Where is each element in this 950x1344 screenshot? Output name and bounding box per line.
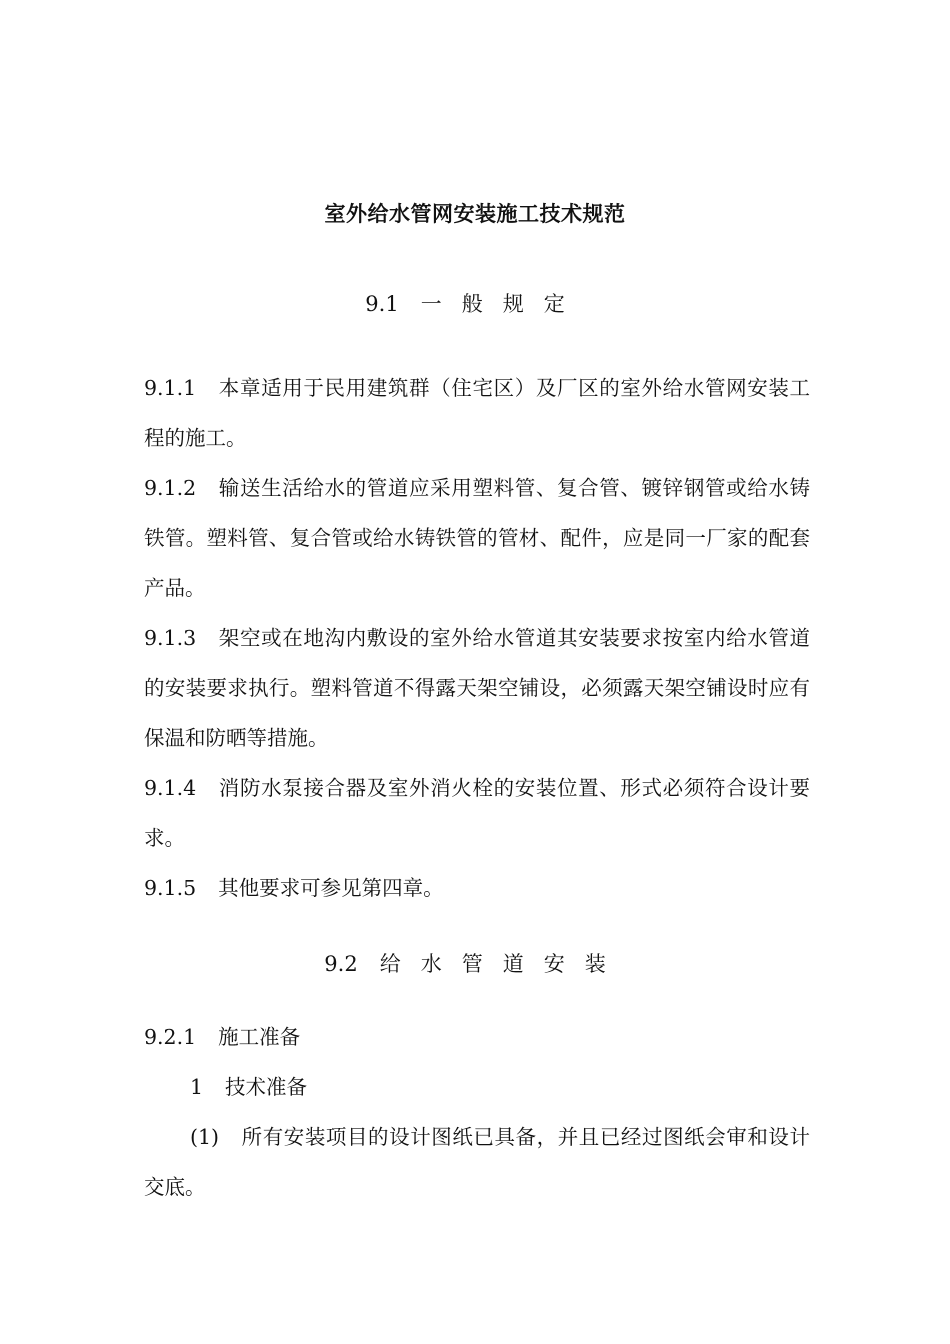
section-heading-9-1 [0,288,950,318]
clause-number: 9.2.1 [144,1025,197,1049]
clause-9-1-5 [144,863,810,913]
section-number: 9.2 [324,952,358,976]
clause-text: 输送生活给水的管道应采用塑料管、复合管、镀锌钢管或给水铸铁管。塑料管、复合管或给水铸铁管的管材、配件，应是同一厂家的配套产品。 [144,476,810,600]
clause-number: 9.1.2 [144,476,197,500]
item-text: 技术准备 [225,1075,308,1099]
clauses-9-1 [144,363,810,913]
clause-number: 9.1.1 [144,376,197,400]
section-title: 给水管道安装 [379,952,626,976]
clause-9-1-4 [144,763,810,863]
section-title: 一般规定 [420,292,585,316]
clause-9-1-2 [144,463,810,613]
section-number: 9.1 [365,292,399,316]
clause-text: 架空或在地沟内敷设的室外给水管道其安装要求按室内给水管道的安装要求执行。塑料管道不得露天架空铺设，必须露天架空铺设时应有保温和防晒等措施。 [144,626,810,750]
sub-item-1 [144,1062,810,1112]
item-label: (1) [190,1125,220,1149]
clauses-9-2 [144,1012,810,1212]
sub-sub-item-1 [144,1112,810,1212]
clause-text: 本章适用于民用建筑群（住宅区）及厂区的室外给水管网安装工程的施工。 [144,376,810,450]
clause-number: 9.1.4 [144,776,197,800]
clause-number: 9.1.3 [144,626,197,650]
clause-text: 消防水泵接合器及室外消火栓的安装位置、形式必须符合设计要求。 [144,776,810,850]
section-heading-9-2 [0,948,950,978]
clause-9-1-3 [144,613,810,763]
document-title: 室外给水管网安装施工技术规范 [324,202,626,226]
clause-text: 施工准备 [218,1025,301,1049]
clause-9-2-1 [144,1012,810,1062]
clause-9-1-1 [144,363,810,463]
item-text: 所有安装项目的设计图纸已具备，并且已经过图纸会审和设计交底。 [144,1125,810,1199]
clause-number: 9.1.5 [144,876,197,900]
clause-text: 其他要求可参见第四章。 [218,876,444,900]
item-label: 1 [190,1075,204,1099]
